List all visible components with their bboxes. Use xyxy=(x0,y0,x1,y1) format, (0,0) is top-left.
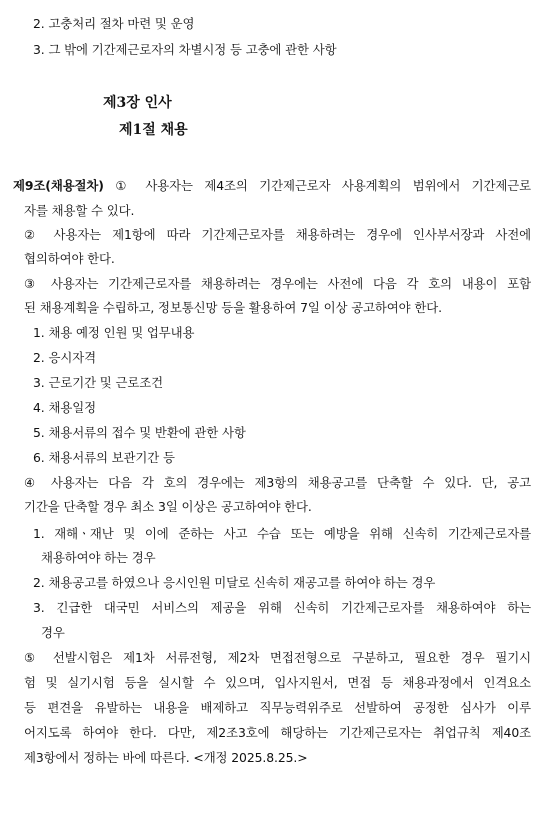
list-item: 2. 고충처리 절차 마련 및 운영 xyxy=(33,16,195,31)
list-item: 3. 긴급한 대국민 서비스의 제공을 위해 신속히 기간제근로자를 채용하여야 하는 xyxy=(33,600,531,615)
list-item: 채용하여야 하는 경우 xyxy=(41,550,156,565)
section-heading: 제1절 채용 xyxy=(119,122,188,138)
paragraph-text: 된 채용계획을 수립하고, 정보통신망 등을 활용하여 7일 이상 공고하여야 한다. xyxy=(24,300,442,315)
paragraph-text: 협의하여야 한다. xyxy=(24,251,115,266)
list-item: 1. 채용 예정 인원 및 업무내용 xyxy=(33,325,195,340)
paragraph-text: ④ 사용자는 다음 각 호의 경우에는 제3항의 채용공고를 단축할 수 있다. 단, 공고 xyxy=(24,475,531,490)
list-item: 6. 채용서류의 보관기간 등 xyxy=(33,450,175,465)
paragraph-text: 자를 채용할 수 있다. xyxy=(24,203,135,218)
list-item: 경우 xyxy=(41,625,65,640)
list-item: 3. 근로기간 및 근로조건 xyxy=(33,375,163,390)
article-title: 제9조(채용절차) xyxy=(13,178,104,193)
list-item: 3. 그 밖에 기간제근로자의 차별시정 등 고충에 관한 사항 xyxy=(33,42,337,57)
list-item: 5. 채용서류의 접수 및 반환에 관한 사항 xyxy=(33,425,246,440)
list-item: 1. 재해ㆍ재난 및 이에 준하는 사고 수습 또는 예방을 위해 신속히 기간제근로자를 xyxy=(33,526,531,541)
paragraph-text: 험 및 실기시험 등을 실시할 수 있으며, 입사지원서, 면접 등 채용과정에서 인격요소 xyxy=(24,675,531,690)
paragraph-text: 기간을 단축할 경우 최소 3일 이상은 공고하여야 한다. xyxy=(24,499,312,514)
list-item: 2. 응시자격 xyxy=(33,350,96,365)
list-item: 2. 채용공고를 하였으나 응시인원 미달로 신속히 재공고를 하여야 하는 경우 xyxy=(33,575,436,590)
paragraph-text: ① 사용자는 제4조의 기간제근로자 사용계획의 범위에서 기간제근로 xyxy=(103,178,531,193)
list-item: 4. 채용일정 xyxy=(33,400,96,415)
article-paragraph xyxy=(13,178,531,194)
paragraph-text: 제3항에서 정하는 바에 따른다. <개정 2025.8.25.> xyxy=(24,750,308,765)
paragraph-text: 등 편견을 유발하는 내용을 배제하고 직무능력위주로 선발하여 공정한 심사가 이루 xyxy=(24,700,531,715)
paragraph-text: ② 사용자는 제1항에 따라 기간제근로자를 채용하려는 경우에 인사부서장과 사전에 xyxy=(24,227,531,242)
chapter-heading: 제3장 인사 xyxy=(103,95,172,111)
paragraph-text: ⑤ 선발시험은 제1차 서류전형, 제2차 면접전형으로 구분하고, 필요한 경우 필기시 xyxy=(24,650,531,665)
paragraph-text: ③ 사용자는 기간제근로자를 채용하려는 경우에는 사전에 다음 각 호의 내용이 포함 xyxy=(24,276,531,291)
paragraph-text: 어지도록 하여야 한다. 다만, 제2조3호에 해당하는 기간제근로자는 취업규칙 제40조 xyxy=(24,725,531,740)
